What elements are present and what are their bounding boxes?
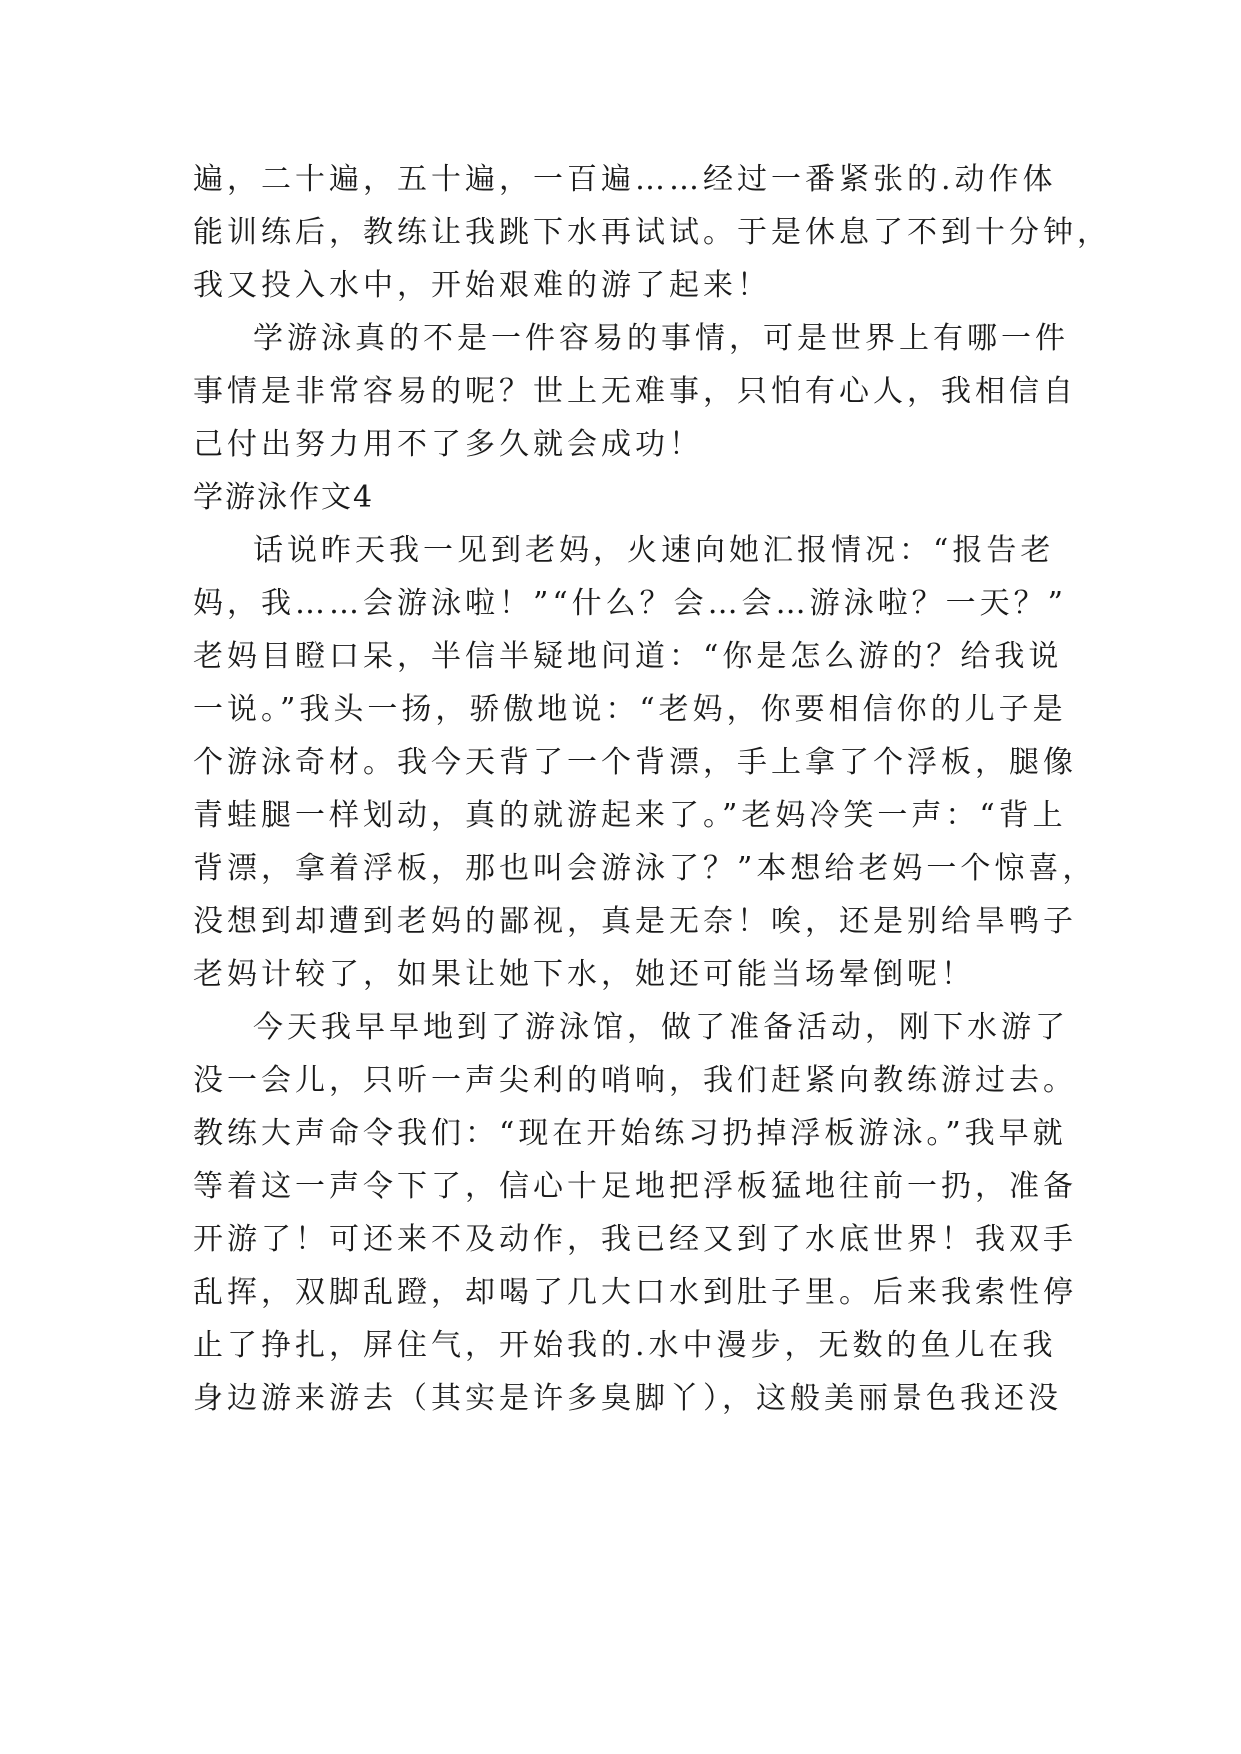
paragraph-line: 今天我早早地到了游泳馆，做了准备活动，刚下水游了 — [253, 1010, 1069, 1045]
paragraph-line: 妈，我……会游泳啦！”“什么？会…会…游泳啦？一天？” — [193, 586, 1068, 621]
paragraph-line: 没一会儿，只听一声尖利的哨响，我们赶紧向教练游过去。 — [193, 1063, 1077, 1098]
paragraph-line: 止了挣扎，屏住气，开始我的.水中漫步，无数的鱼儿在我 — [193, 1328, 1057, 1363]
paragraph-line: 学游泳真的不是一件容易的事情，可是世界上有哪一件 — [253, 321, 1069, 356]
paragraph-line: 我又投入水中，开始艰难的游了起来！ — [193, 268, 771, 303]
paragraph-line: 乱挥，双脚乱蹬，却喝了几大口水到肚子里。后来我索性停 — [193, 1275, 1077, 1310]
paragraph-line: 老妈目瞪口呆，半信半疑地问道：“你是怎么游的？给我说 — [193, 639, 1063, 674]
paragraph-line: 老妈计较了，如果让她下水，她还可能当场晕倒呢！ — [193, 957, 975, 992]
paragraph-line: 一说。”我头一扬，骄傲地说：“老妈，你要相信你的儿子是 — [193, 692, 1067, 727]
section-heading: 学游泳作文4 — [193, 480, 375, 515]
paragraph-line: 没想到却遭到老妈的鄙视，真是无奈！唉，还是别给旱鸭子 — [193, 904, 1077, 939]
paragraph-line: 身边游来游去（其实是许多臭脚丫），这般美丽景色我还没 — [193, 1381, 1062, 1416]
paragraph-line: 己付出努力用不了多久就会成功！ — [193, 427, 703, 462]
paragraph-line: 话说昨天我一见到老妈，火速向她汇报情况：“报告老 — [253, 533, 1055, 568]
paragraph-line: 背漂，拿着浮板，那也叫会游泳了？”本想给老妈一个惊喜， — [193, 851, 1097, 886]
paragraph-line: 等着这一声令下了，信心十足地把浮板猛地往前一扔，准备 — [193, 1169, 1077, 1204]
paragraph-line: 个游泳奇材。我今天背了一个背漂，手上拿了个浮板，腿像 — [193, 745, 1077, 780]
paragraph-line: 青蛙腿一样划动，真的就游起来了。”老妈冷笑一声：“背上 — [193, 798, 1067, 833]
paragraph-line: 事情是非常容易的呢？世上无难事，只怕有心人，我相信自 — [193, 374, 1077, 409]
paragraph-line: 开游了！可还来不及动作，我已经又到了水底世界！我双手 — [193, 1222, 1077, 1257]
paragraph-line: 能训练后，教练让我跳下水再试试。于是休息了不到十分钟， — [193, 215, 1111, 250]
paragraph-line: 教练大声命令我们：“现在开始练习扔掉浮板游泳。”我早就 — [193, 1116, 1067, 1151]
paragraph-line: 遍，二十遍，五十遍，一百遍……经过一番紧张的.动作体 — [193, 162, 1057, 197]
